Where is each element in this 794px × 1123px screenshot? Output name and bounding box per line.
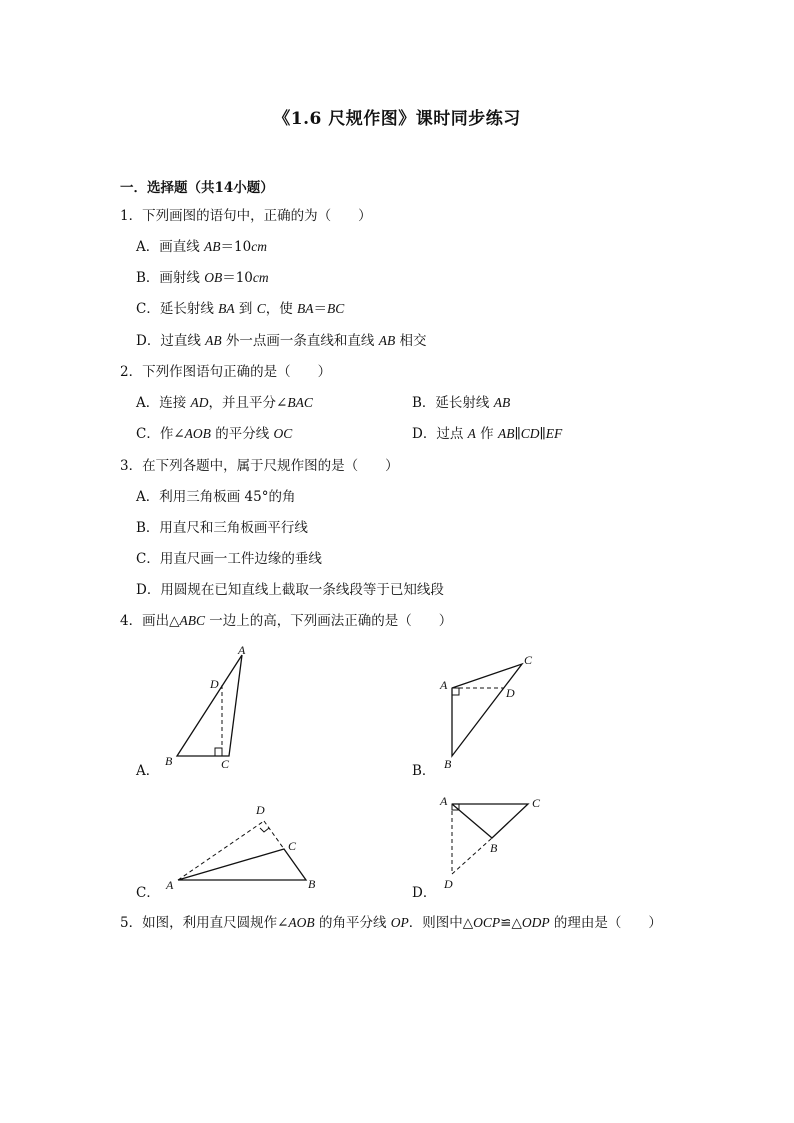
figure-c-point-a: A — [166, 878, 174, 892]
question-3-option-c[interactable]: C．用直尺画一工件边缘的垂线 — [136, 551, 322, 567]
question-3-option-b[interactable]: B．用直尺和三角板画平行线 — [136, 520, 308, 536]
question-1-option-b[interactable]: B．画射线 OB＝10cm — [136, 270, 269, 286]
figure-a-point-b: B — [165, 754, 173, 768]
question-2-option-d[interactable]: D．过点 A 作 AB∥CD∥EF — [412, 426, 563, 442]
question-1-stem: 1．下列画图的语句中，正确的为（ ） — [120, 208, 372, 224]
figure-d-point-b: B — [490, 841, 498, 855]
question-1-option-a[interactable]: A．画直线 AB＝10cm — [136, 239, 267, 255]
figure-c-triangle — [160, 800, 330, 900]
figure-b-point-b: B — [444, 757, 452, 771]
section-heading: 一．选择题（共14小题） — [120, 180, 274, 196]
figure-d-label[interactable]: D． — [412, 885, 437, 901]
question-4-stem: 4．画出△ABC 一边上的高，下列画法正确的是（ ） — [120, 613, 453, 629]
question-2-option-a[interactable]: A．连接 AD，并且平分∠BAC — [136, 395, 313, 411]
figure-b-point-c: C — [524, 653, 533, 667]
figure-c-point-b: B — [308, 877, 316, 891]
figure-d-point-d: D — [444, 877, 453, 890]
figure-d-point-c: C — [532, 796, 541, 810]
figure-b-point-d: D — [506, 686, 515, 700]
figure-a-triangle — [150, 640, 270, 780]
question-2-option-c[interactable]: C．作∠AOB 的平分线 OC — [136, 426, 293, 442]
figure-a-label[interactable]: A． — [136, 763, 160, 779]
figure-b-label[interactable]: B． — [412, 763, 436, 779]
question-3-option-d[interactable]: D．用圆规在已知直线上截取一条线段等于已知线段 — [136, 582, 444, 598]
figure-b-triangle — [430, 650, 560, 780]
page-title: 《1.6 尺规作图》课时同步练习 — [273, 109, 521, 129]
figure-d-point-a: A — [440, 794, 448, 808]
figure-d-triangle — [430, 790, 560, 890]
question-3-stem: 3．在下列各题中，属于尺规作图的是（ ） — [120, 458, 399, 474]
question-3-option-a[interactable]: A．利用三角板画 45°的角 — [136, 489, 296, 505]
question-2-option-b[interactable]: B．延长射线 AB — [412, 395, 511, 411]
figure-c-label[interactable]: C． — [136, 885, 160, 901]
figure-c-point-c: C — [288, 839, 297, 853]
question-2-stem: 2．下列作图语句正确的是（ ） — [120, 364, 332, 380]
figure-c-point-d: D — [256, 803, 265, 817]
question-1-option-c[interactable]: C．延长射线 BA 到 C，使 BA＝BC — [136, 301, 345, 317]
figure-a-point-a: A — [238, 643, 246, 657]
figure-a-point-d: D — [210, 677, 219, 691]
question-5-stem: 5．如图，利用直尺圆规作∠AOB 的角平分线 OP．则图中△OCP≌△ODP 的理由是（ ） — [120, 915, 662, 931]
figure-a-point-c: C — [221, 757, 230, 771]
question-1-option-d[interactable]: D．过直线 AB 外一点画一条直线和直线 AB 相交 — [136, 333, 427, 349]
figure-b-point-a: A — [440, 678, 448, 692]
